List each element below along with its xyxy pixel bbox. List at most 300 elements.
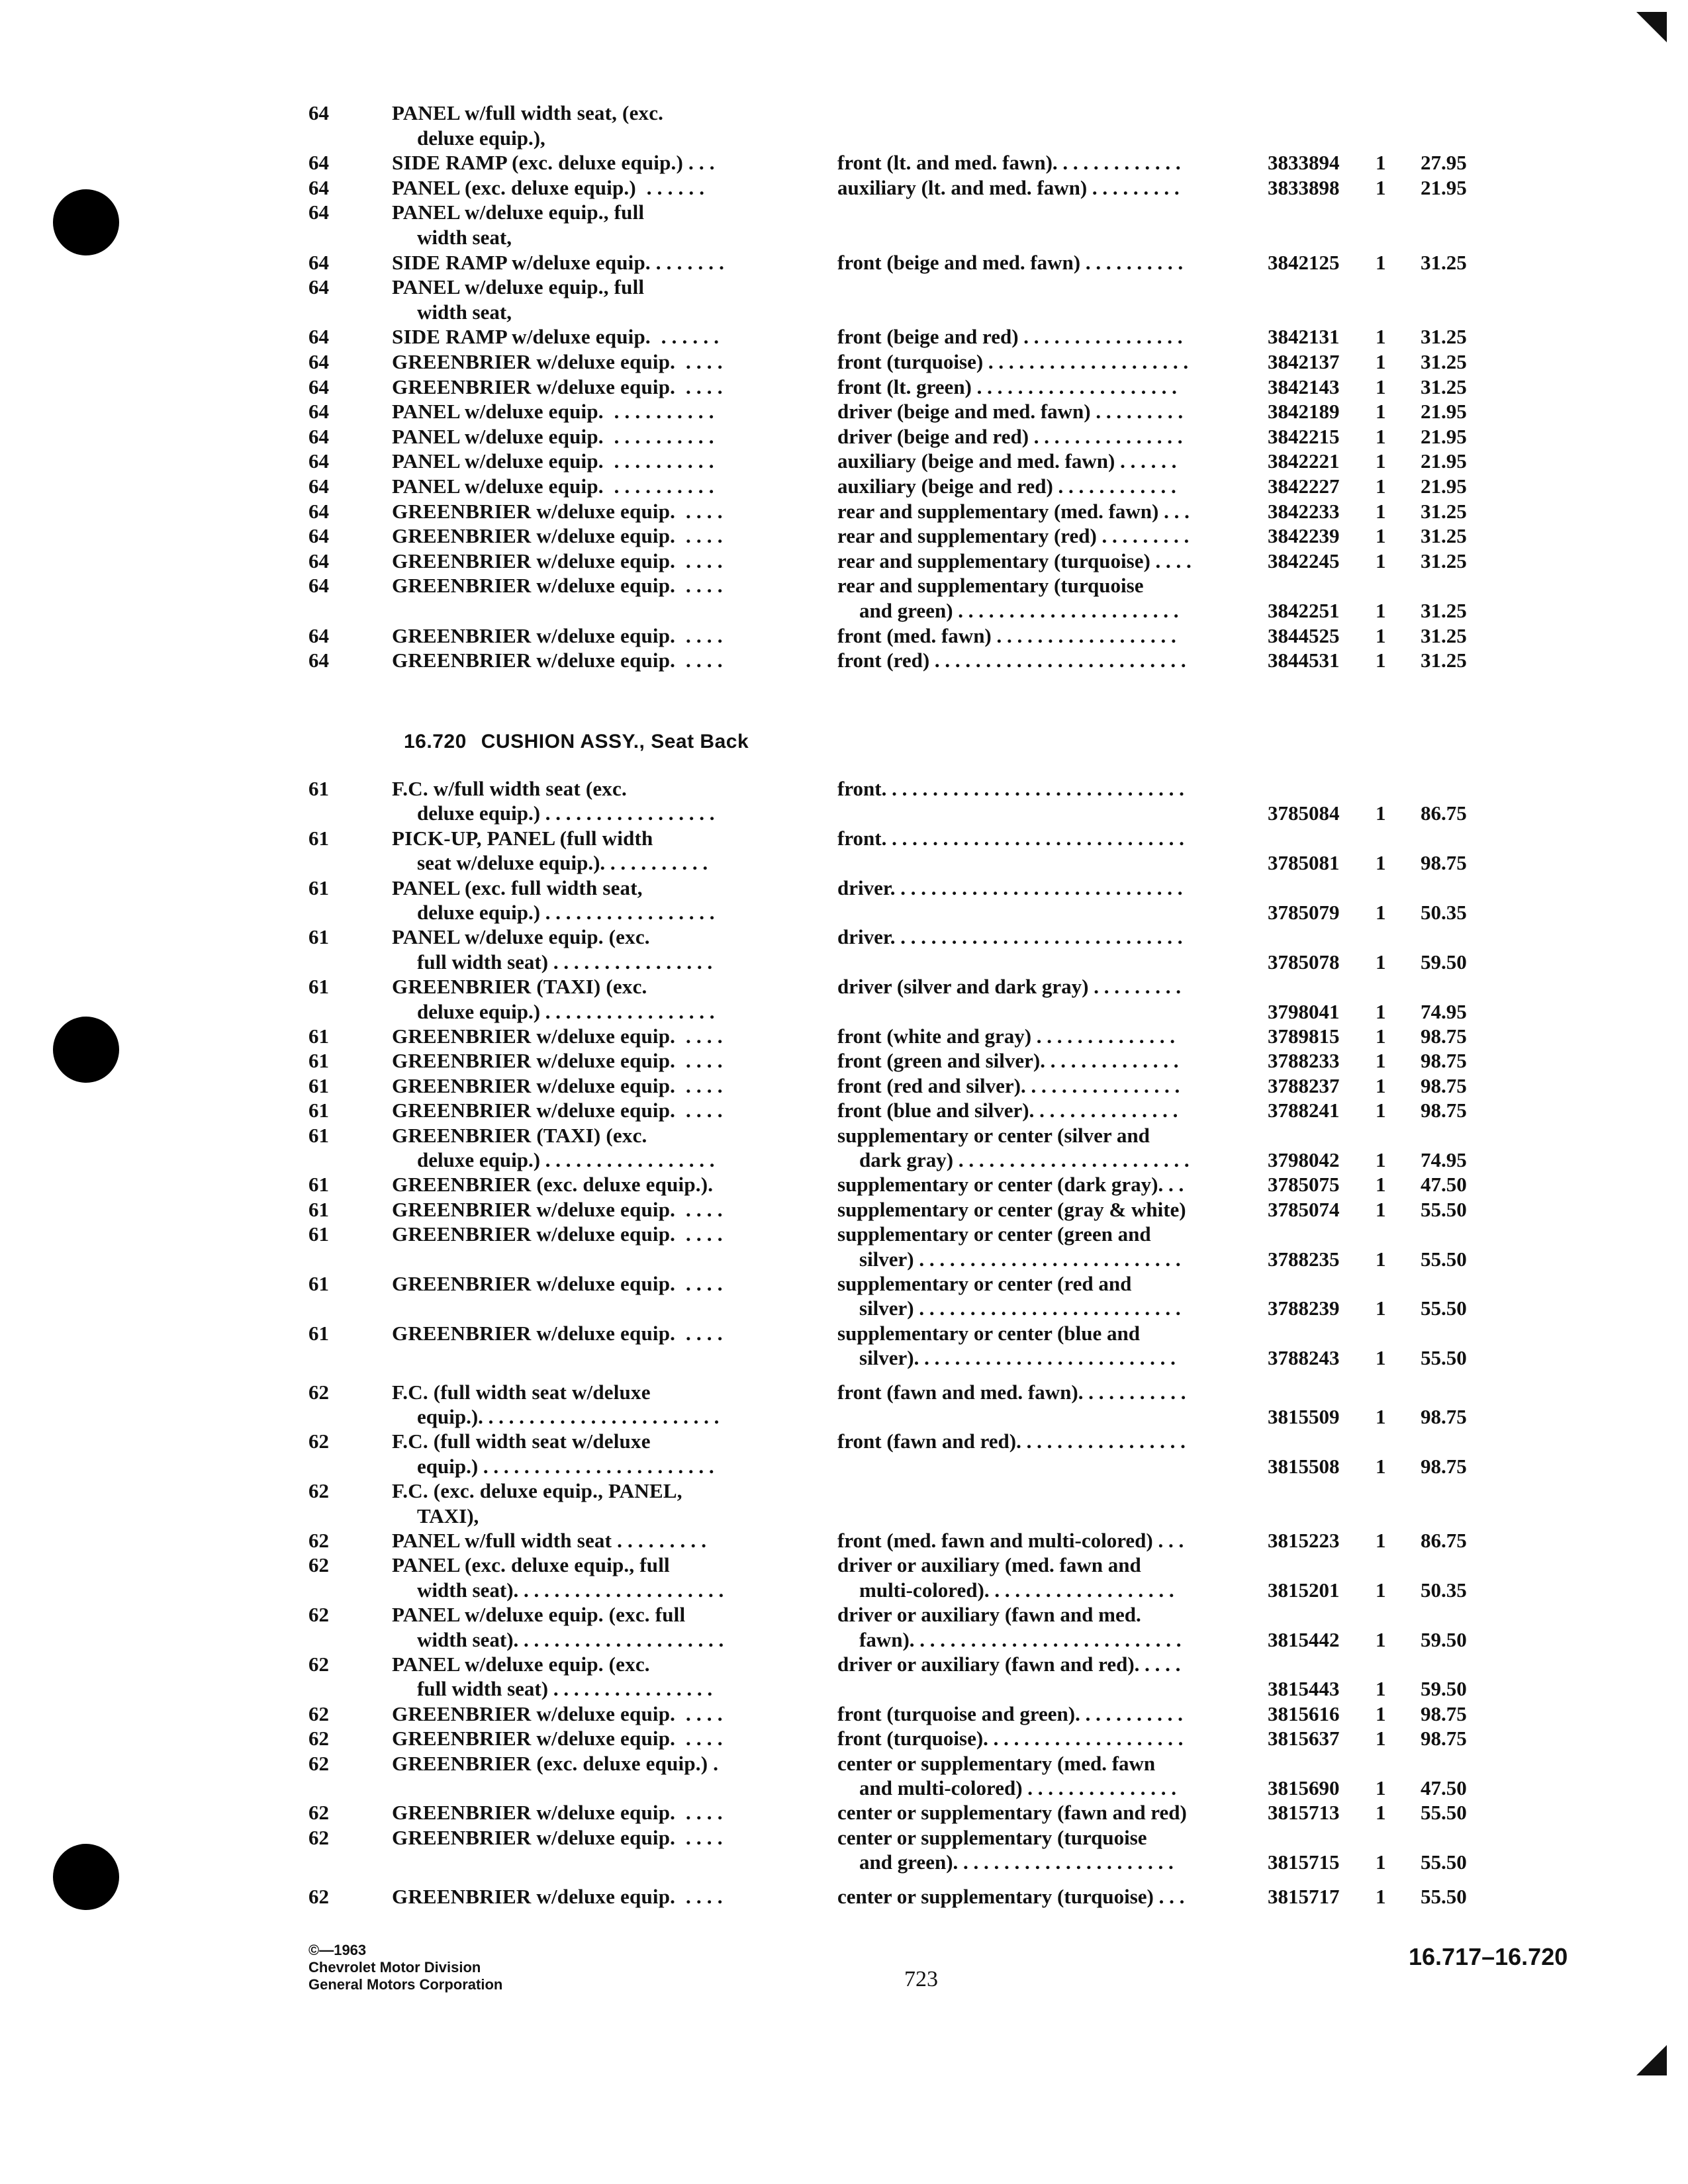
quantity: 1 bbox=[1376, 1702, 1386, 1725]
section-heading bbox=[404, 731, 749, 753]
quantity: 1 bbox=[1376, 350, 1386, 373]
part-description: auxiliary (beige and red) . . . . . . . . . . . . bbox=[837, 475, 1176, 498]
price: 31.25 bbox=[1421, 623, 1467, 647]
part-description: supplementary or center (blue and bbox=[837, 1321, 1140, 1345]
quantity: 1 bbox=[1376, 250, 1386, 274]
model-year: 61 bbox=[308, 1222, 329, 1246]
part-description: dark gray) . . . . . . . . . . . . . . . . . . . . . . . bbox=[859, 1148, 1190, 1171]
model-description: F.C. w/full width seat (exc. bbox=[392, 777, 627, 800]
model-year: 62 bbox=[308, 1702, 329, 1725]
part-description: rear and supplementary (med. fawn) . . . bbox=[837, 499, 1190, 523]
model-year: 64 bbox=[308, 400, 329, 424]
model-description: GREENBRIER w/deluxe equip. . . . . bbox=[392, 1702, 723, 1725]
price: 31.25 bbox=[1421, 649, 1467, 672]
price: 27.95 bbox=[1421, 151, 1467, 175]
price: 86.75 bbox=[1421, 801, 1467, 825]
quantity: 1 bbox=[1376, 900, 1386, 924]
part-number: 3842221 bbox=[1268, 449, 1340, 473]
price: 21.95 bbox=[1421, 400, 1467, 424]
part-number: 3785078 bbox=[1268, 950, 1340, 974]
quantity: 1 bbox=[1376, 325, 1386, 349]
model-description: seat w/deluxe equip.). . . . . . . . . . . bbox=[417, 851, 708, 875]
price: 55.50 bbox=[1421, 1197, 1467, 1221]
part-description: front (green and silver). . . . . . . . . . . . . . bbox=[837, 1049, 1179, 1073]
price: 55.50 bbox=[1421, 1801, 1467, 1825]
model-description: GREENBRIER w/deluxe equip. . . . . bbox=[392, 1073, 723, 1097]
part-description: front (red) . . . . . . . . . . . . . . . . . . . . . . . . . bbox=[837, 649, 1186, 672]
model-description: GREENBRIER w/deluxe equip. . . . . bbox=[392, 1727, 723, 1751]
corner-crop-mark bbox=[1636, 2045, 1667, 2075]
part-number: 3788237 bbox=[1268, 1073, 1340, 1097]
model-description: GREENBRIER w/deluxe equip. . . . . bbox=[392, 1825, 723, 1849]
price: 47.50 bbox=[1421, 1776, 1467, 1799]
model-year: 64 bbox=[308, 475, 329, 498]
model-description: F.C. (full width seat w/deluxe bbox=[392, 1380, 651, 1404]
model-description: GREENBRIER (TAXI) (exc. bbox=[392, 975, 647, 999]
quantity: 1 bbox=[1376, 375, 1386, 398]
part-number: 3785075 bbox=[1268, 1173, 1340, 1197]
part-number: 3798041 bbox=[1268, 999, 1340, 1023]
model-year: 61 bbox=[308, 1321, 329, 1345]
quantity: 1 bbox=[1376, 1627, 1386, 1651]
quantity: 1 bbox=[1376, 400, 1386, 424]
price: 47.50 bbox=[1421, 1173, 1467, 1197]
price: 31.25 bbox=[1421, 325, 1467, 349]
quantity: 1 bbox=[1376, 1884, 1386, 1908]
model-description: PANEL (exc. deluxe equip., full bbox=[392, 1553, 670, 1577]
part-description: and multi-colored) . . . . . . . . . . . . . . . bbox=[859, 1776, 1177, 1799]
part-description: front (white and gray) . . . . . . . . . . . . . . bbox=[837, 1024, 1176, 1048]
part-description: silver). . . . . . . . . . . . . . . . . . . . . . . . . . bbox=[859, 1346, 1176, 1370]
price: 31.25 bbox=[1421, 524, 1467, 548]
part-description: and green). . . . . . . . . . . . . . . . . . . . . . bbox=[859, 1850, 1174, 1874]
part-description: and green) . . . . . . . . . . . . . . . . . . . . . . bbox=[859, 598, 1179, 622]
copyright-block bbox=[308, 1942, 502, 1993]
model-description: GREENBRIER w/deluxe equip. . . . . bbox=[392, 1321, 723, 1345]
quantity: 1 bbox=[1376, 623, 1386, 647]
price: 55.50 bbox=[1421, 1850, 1467, 1874]
model-year: 64 bbox=[308, 499, 329, 523]
price: 31.25 bbox=[1421, 250, 1467, 274]
model-year: 64 bbox=[308, 424, 329, 448]
part-number: 3788243 bbox=[1268, 1346, 1340, 1370]
model-description: width seat, bbox=[417, 300, 512, 324]
part-number: 3815201 bbox=[1268, 1578, 1340, 1602]
part-description: multi-colored). . . . . . . . . . . . . . . . . . . bbox=[859, 1578, 1174, 1602]
model-description: GREENBRIER (exc. deluxe equip.). bbox=[392, 1173, 714, 1197]
model-description: GREENBRIER w/deluxe equip. . . . . bbox=[392, 623, 723, 647]
model-year: 61 bbox=[308, 876, 329, 899]
quantity: 1 bbox=[1376, 1677, 1386, 1701]
part-description: center or supplementary (med. fawn bbox=[837, 1751, 1156, 1775]
punch-hole bbox=[53, 1844, 119, 1910]
quantity: 1 bbox=[1376, 1850, 1386, 1874]
model-year: 64 bbox=[308, 524, 329, 548]
part-number: 3785084 bbox=[1268, 801, 1340, 825]
part-description: front (turquoise). . . . . . . . . . . . . . . . . . . . bbox=[837, 1727, 1184, 1751]
model-description: full width seat) . . . . . . . . . . . . . . . . bbox=[417, 950, 713, 974]
quantity: 1 bbox=[1376, 1776, 1386, 1799]
model-description: GREENBRIER w/deluxe equip. . . . . bbox=[392, 1049, 723, 1073]
part-description: front (fawn and med. fawn). . . . . . . . . . . bbox=[837, 1380, 1186, 1404]
part-description: center or supplementary (turquoise bbox=[837, 1825, 1147, 1849]
part-description: front. . . . . . . . . . . . . . . . . . . . . . . . . . . . . . bbox=[837, 777, 1184, 800]
part-number: 3815509 bbox=[1268, 1404, 1340, 1428]
price: 21.95 bbox=[1421, 424, 1467, 448]
model-description: deluxe equip.) . . . . . . . . . . . . . . . . . bbox=[417, 1148, 715, 1171]
quantity: 1 bbox=[1376, 999, 1386, 1023]
part-number: 3789815 bbox=[1268, 1024, 1340, 1048]
price: 98.75 bbox=[1421, 1024, 1467, 1048]
price: 31.25 bbox=[1421, 549, 1467, 572]
quantity: 1 bbox=[1376, 851, 1386, 875]
part-description: silver) . . . . . . . . . . . . . . . . . . . . . . . . . . bbox=[859, 1297, 1181, 1320]
part-description: rear and supplementary (turquoise) . . . . bbox=[837, 549, 1192, 572]
part-description: auxiliary (beige and med. fawn) . . . . . . bbox=[837, 449, 1177, 473]
model-year: 64 bbox=[308, 275, 329, 299]
part-number: 3842143 bbox=[1268, 375, 1340, 398]
model-year: 64 bbox=[308, 375, 329, 398]
model-description: PANEL w/full width seat . . . . . . . . . bbox=[392, 1529, 707, 1552]
part-description: auxiliary (lt. and med. fawn) . . . . . . . . . bbox=[837, 175, 1180, 199]
part-description: front (turquoise) . . . . . . . . . . . . . . . . . . . . bbox=[837, 350, 1189, 373]
model-description: GREENBRIER w/deluxe equip. . . . . bbox=[392, 1884, 723, 1908]
model-description: PANEL w/deluxe equip., full bbox=[392, 275, 645, 299]
price: 59.50 bbox=[1421, 1627, 1467, 1651]
quantity: 1 bbox=[1376, 449, 1386, 473]
quantity: 1 bbox=[1376, 1099, 1386, 1122]
model-description: GREENBRIER w/deluxe equip. . . . . bbox=[392, 1272, 723, 1295]
part-description: supplementary or center (red and bbox=[837, 1272, 1132, 1295]
price: 86.75 bbox=[1421, 1529, 1467, 1552]
model-description: deluxe equip.) . . . . . . . . . . . . . . . . . bbox=[417, 900, 715, 924]
part-number: 3798042 bbox=[1268, 1148, 1340, 1171]
model-description: deluxe equip.), bbox=[417, 126, 545, 150]
model-description: PANEL w/deluxe equip. . . . . . . . . . . bbox=[392, 400, 714, 424]
price: 98.75 bbox=[1421, 851, 1467, 875]
part-description: front (beige and red) . . . . . . . . . . . . . . . . bbox=[837, 325, 1183, 349]
part-number: 3785079 bbox=[1268, 900, 1340, 924]
quantity: 1 bbox=[1376, 649, 1386, 672]
model-description: PANEL w/deluxe equip. . . . . . . . . . . bbox=[392, 475, 714, 498]
price: 74.95 bbox=[1421, 1148, 1467, 1171]
quantity: 1 bbox=[1376, 1024, 1386, 1048]
price: 31.25 bbox=[1421, 350, 1467, 373]
price: 59.50 bbox=[1421, 950, 1467, 974]
section-range: 16.717–16.720 bbox=[1409, 1943, 1568, 1970]
price: 98.75 bbox=[1421, 1454, 1467, 1478]
quantity: 1 bbox=[1376, 1247, 1386, 1271]
part-number: 3815690 bbox=[1268, 1776, 1340, 1799]
model-description: width seat). . . . . . . . . . . . . . . . . . . . . bbox=[417, 1627, 724, 1651]
punch-hole bbox=[53, 189, 119, 255]
section-title: CUSHION ASSY., Seat Back bbox=[481, 731, 749, 752]
model-description: SIDE RAMP w/deluxe equip. . . . . . . bbox=[392, 325, 720, 349]
part-description: supplementary or center (silver and bbox=[837, 1123, 1150, 1147]
part-description: supplementary or center (gray & white) bbox=[837, 1197, 1186, 1221]
price: 55.50 bbox=[1421, 1884, 1467, 1908]
model-year: 61 bbox=[308, 1073, 329, 1097]
model-description: equip.). . . . . . . . . . . . . . . . . . . . . . . . bbox=[417, 1404, 720, 1428]
price: 50.35 bbox=[1421, 900, 1467, 924]
part-number: 3815713 bbox=[1268, 1801, 1340, 1825]
model-description: GREENBRIER w/deluxe equip. . . . . bbox=[392, 375, 723, 398]
part-number: 3788233 bbox=[1268, 1049, 1340, 1073]
model-year: 61 bbox=[308, 925, 329, 949]
model-description: GREENBRIER w/deluxe equip. . . . . bbox=[392, 1222, 723, 1246]
model-year: 61 bbox=[308, 826, 329, 850]
model-year: 62 bbox=[308, 1529, 329, 1552]
model-description: SIDE RAMP w/deluxe equip. . . . . . . . bbox=[392, 250, 725, 274]
quantity: 1 bbox=[1376, 1346, 1386, 1370]
model-year: 62 bbox=[308, 1380, 329, 1404]
part-description: front (lt. and med. fawn). . . . . . . . . . . . . bbox=[837, 151, 1181, 175]
price: 55.50 bbox=[1421, 1297, 1467, 1320]
part-description: driver or auxiliary (fawn and red). . . . . bbox=[837, 1653, 1181, 1676]
quantity: 1 bbox=[1376, 1297, 1386, 1320]
model-year: 61 bbox=[308, 1197, 329, 1221]
model-description: deluxe equip.) . . . . . . . . . . . . . . . . . bbox=[417, 801, 715, 825]
model-description: PANEL (exc. deluxe equip.) . . . . . . bbox=[392, 175, 705, 199]
part-description: driver or auxiliary (fawn and med. bbox=[837, 1603, 1141, 1627]
quantity: 1 bbox=[1376, 1727, 1386, 1751]
part-number: 3844525 bbox=[1268, 623, 1340, 647]
model-year: 64 bbox=[308, 250, 329, 274]
model-year: 62 bbox=[308, 1825, 329, 1849]
model-description: GREENBRIER w/deluxe equip. . . . . bbox=[392, 574, 723, 598]
part-description: front (turquoise and green). . . . . . . . . . . bbox=[837, 1702, 1183, 1725]
part-number: 3788239 bbox=[1268, 1297, 1340, 1320]
quantity: 1 bbox=[1376, 151, 1386, 175]
quantity: 1 bbox=[1376, 1173, 1386, 1197]
model-description: GREENBRIER (TAXI) (exc. bbox=[392, 1123, 647, 1147]
part-description: driver (beige and red) . . . . . . . . . . . . . . . bbox=[837, 424, 1183, 448]
model-description: PANEL w/deluxe equip. (exc. full bbox=[392, 1603, 686, 1627]
quantity: 1 bbox=[1376, 1801, 1386, 1825]
part-number: 3788241 bbox=[1268, 1099, 1340, 1122]
quantity: 1 bbox=[1376, 1197, 1386, 1221]
part-description: fawn). . . . . . . . . . . . . . . . . . . . . . . . . . . bbox=[859, 1627, 1182, 1651]
model-description: equip.) . . . . . . . . . . . . . . . . . . . . . . . bbox=[417, 1454, 714, 1478]
price: 98.75 bbox=[1421, 1073, 1467, 1097]
model-description: width seat). . . . . . . . . . . . . . . . . . . . . bbox=[417, 1578, 724, 1602]
model-year: 61 bbox=[308, 975, 329, 999]
part-number: 3785081 bbox=[1268, 851, 1340, 875]
part-number: 3842131 bbox=[1268, 325, 1340, 349]
model-description: GREENBRIER w/deluxe equip. . . . . bbox=[392, 1197, 723, 1221]
quantity: 1 bbox=[1376, 1578, 1386, 1602]
price: 59.50 bbox=[1421, 1677, 1467, 1701]
part-number: 3815717 bbox=[1268, 1884, 1340, 1908]
model-year: 64 bbox=[308, 201, 329, 224]
price: 55.50 bbox=[1421, 1247, 1467, 1271]
model-year: 64 bbox=[308, 549, 329, 572]
model-description: PANEL w/deluxe equip. . . . . . . . . . . bbox=[392, 449, 714, 473]
model-year: 62 bbox=[308, 1653, 329, 1676]
model-description: full width seat) . . . . . . . . . . . . . . . . bbox=[417, 1677, 713, 1701]
part-number: 3842239 bbox=[1268, 524, 1340, 548]
model-description: GREENBRIER w/deluxe equip. . . . . bbox=[392, 1801, 723, 1825]
model-year: 64 bbox=[308, 101, 329, 124]
model-description: SIDE RAMP (exc. deluxe equip.) . . . bbox=[392, 151, 715, 175]
quantity: 1 bbox=[1376, 475, 1386, 498]
part-number: 3815442 bbox=[1268, 1627, 1340, 1651]
part-description: front (beige and med. fawn) . . . . . . . . . . bbox=[837, 250, 1184, 274]
model-year: 62 bbox=[308, 1430, 329, 1453]
model-year: 64 bbox=[308, 350, 329, 373]
model-year: 61 bbox=[308, 1099, 329, 1122]
part-number: 3815508 bbox=[1268, 1454, 1340, 1478]
price: 98.75 bbox=[1421, 1404, 1467, 1428]
price: 98.75 bbox=[1421, 1727, 1467, 1751]
punch-hole bbox=[53, 1017, 119, 1083]
model-description: GREENBRIER w/deluxe equip. . . . . bbox=[392, 1024, 723, 1048]
model-year: 64 bbox=[308, 574, 329, 598]
model-description: GREENBRIER w/deluxe equip. . . . . bbox=[392, 1099, 723, 1122]
part-number: 3833898 bbox=[1268, 175, 1340, 199]
quantity: 1 bbox=[1376, 1529, 1386, 1552]
model-year: 61 bbox=[308, 1272, 329, 1295]
part-description: center or supplementary (fawn and red) bbox=[837, 1801, 1187, 1825]
copyright-line: Chevrolet Motor Division bbox=[308, 1959, 481, 1976]
quantity: 1 bbox=[1376, 1454, 1386, 1478]
part-description: silver) . . . . . . . . . . . . . . . . . . . . . . . . . . bbox=[859, 1247, 1181, 1271]
part-number: 3842189 bbox=[1268, 400, 1340, 424]
copyright-line: ©—1963 bbox=[308, 1942, 367, 1958]
part-number: 3815443 bbox=[1268, 1677, 1340, 1701]
part-number: 3815223 bbox=[1268, 1529, 1340, 1552]
part-description: supplementary or center (green and bbox=[837, 1222, 1151, 1246]
part-number: 3842227 bbox=[1268, 475, 1340, 498]
model-year: 61 bbox=[308, 1123, 329, 1147]
model-description: GREENBRIER w/deluxe equip. . . . . bbox=[392, 350, 723, 373]
model-description: PICK-UP, PANEL (full width bbox=[392, 826, 653, 850]
part-number: 3815715 bbox=[1268, 1850, 1340, 1874]
part-number: 3842137 bbox=[1268, 350, 1340, 373]
part-description: front (med. fawn) . . . . . . . . . . . . . . . . . . bbox=[837, 623, 1176, 647]
quantity: 1 bbox=[1376, 549, 1386, 572]
model-description: PANEL w/deluxe equip. (exc. bbox=[392, 925, 650, 949]
part-description: front (lt. green) . . . . . . . . . . . . . . . . . . . . bbox=[837, 375, 1177, 398]
part-number: 3842233 bbox=[1268, 499, 1340, 523]
price: 98.75 bbox=[1421, 1049, 1467, 1073]
model-year: 64 bbox=[308, 151, 329, 175]
part-description: front (red and silver). . . . . . . . . . . . . . . . bbox=[837, 1073, 1180, 1097]
part-number: 3815616 bbox=[1268, 1702, 1340, 1725]
model-year: 62 bbox=[308, 1479, 329, 1503]
quantity: 1 bbox=[1376, 598, 1386, 622]
part-description: supplementary or center (dark gray). . . bbox=[837, 1173, 1184, 1197]
model-description: PANEL w/deluxe equip. (exc. bbox=[392, 1653, 650, 1676]
model-description: F.C. (full width seat w/deluxe bbox=[392, 1430, 651, 1453]
price: 31.25 bbox=[1421, 499, 1467, 523]
quantity: 1 bbox=[1376, 950, 1386, 974]
quantity: 1 bbox=[1376, 801, 1386, 825]
model-description: PANEL (exc. full width seat, bbox=[392, 876, 643, 899]
part-number: 3785074 bbox=[1268, 1197, 1340, 1221]
quantity: 1 bbox=[1376, 524, 1386, 548]
quantity: 1 bbox=[1376, 424, 1386, 448]
section-number: 16.720 bbox=[404, 731, 467, 752]
price: 98.75 bbox=[1421, 1702, 1467, 1725]
part-description: driver. . . . . . . . . . . . . . . . . . . . . . . . . . . . . bbox=[837, 876, 1183, 899]
part-number: 3833894 bbox=[1268, 151, 1340, 175]
quantity: 1 bbox=[1376, 1049, 1386, 1073]
page-number: 723 bbox=[904, 1967, 938, 1991]
model-year: 64 bbox=[308, 175, 329, 199]
part-number: 3815637 bbox=[1268, 1727, 1340, 1751]
model-description: width seat, bbox=[417, 225, 512, 249]
model-description: GREENBRIER w/deluxe equip. . . . . bbox=[392, 549, 723, 572]
price: 31.25 bbox=[1421, 375, 1467, 398]
model-description: TAXI), bbox=[417, 1504, 479, 1527]
model-year: 64 bbox=[308, 623, 329, 647]
quantity: 1 bbox=[1376, 1073, 1386, 1097]
price: 31.25 bbox=[1421, 598, 1467, 622]
price: 98.75 bbox=[1421, 1099, 1467, 1122]
model-description: PANEL w/deluxe equip. . . . . . . . . . . bbox=[392, 424, 714, 448]
part-description: front. . . . . . . . . . . . . . . . . . . . . . . . . . . . . . bbox=[837, 826, 1184, 850]
part-description: front (blue and silver). . . . . . . . . . . . . . . bbox=[837, 1099, 1178, 1122]
price: 50.35 bbox=[1421, 1578, 1467, 1602]
model-year: 62 bbox=[308, 1751, 329, 1775]
price: 55.50 bbox=[1421, 1346, 1467, 1370]
part-description: rear and supplementary (red) . . . . . . . . . bbox=[837, 524, 1190, 548]
corner-crop-mark bbox=[1636, 12, 1667, 42]
price: 21.95 bbox=[1421, 175, 1467, 199]
quantity: 1 bbox=[1376, 1148, 1386, 1171]
model-year: 62 bbox=[308, 1727, 329, 1751]
part-number: 3842245 bbox=[1268, 549, 1340, 572]
copyright-line: General Motors Corporation bbox=[308, 1976, 503, 1993]
part-description: front (fawn and red). . . . . . . . . . . . . . . . . bbox=[837, 1430, 1186, 1453]
part-description: driver or auxiliary (med. fawn and bbox=[837, 1553, 1141, 1577]
price: 74.95 bbox=[1421, 999, 1467, 1023]
quantity: 1 bbox=[1376, 499, 1386, 523]
part-number: 3844531 bbox=[1268, 649, 1340, 672]
quantity: 1 bbox=[1376, 1404, 1386, 1428]
price: 21.95 bbox=[1421, 475, 1467, 498]
model-year: 64 bbox=[308, 649, 329, 672]
part-description: center or supplementary (turquoise) . . . bbox=[837, 1884, 1185, 1908]
model-description: PANEL w/full width seat, (exc. bbox=[392, 101, 664, 124]
model-description: GREENBRIER (exc. deluxe equip.) . bbox=[392, 1751, 719, 1775]
part-description: driver (beige and med. fawn) . . . . . . . . . bbox=[837, 400, 1184, 424]
model-year: 61 bbox=[308, 1173, 329, 1197]
part-number: 3842251 bbox=[1268, 598, 1340, 622]
model-description: GREENBRIER w/deluxe equip. . . . . bbox=[392, 649, 723, 672]
model-year: 64 bbox=[308, 325, 329, 349]
model-year: 62 bbox=[308, 1603, 329, 1627]
part-number: 3788235 bbox=[1268, 1247, 1340, 1271]
part-description: front (med. fawn and multi-colored) . . . bbox=[837, 1529, 1184, 1552]
model-description: PANEL w/deluxe equip., full bbox=[392, 201, 645, 224]
model-year: 62 bbox=[308, 1801, 329, 1825]
model-year: 61 bbox=[308, 777, 329, 800]
quantity: 1 bbox=[1376, 175, 1386, 199]
model-description: GREENBRIER w/deluxe equip. . . . . bbox=[392, 499, 723, 523]
model-year: 61 bbox=[308, 1024, 329, 1048]
model-description: GREENBRIER w/deluxe equip. . . . . bbox=[392, 524, 723, 548]
model-year: 64 bbox=[308, 449, 329, 473]
model-year: 61 bbox=[308, 1049, 329, 1073]
part-description: driver (silver and dark gray) . . . . . . . . . bbox=[837, 975, 1181, 999]
part-number: 3842125 bbox=[1268, 250, 1340, 274]
part-description: driver. . . . . . . . . . . . . . . . . . . . . . . . . . . . . bbox=[837, 925, 1183, 949]
model-description: deluxe equip.) . . . . . . . . . . . . . . . . . bbox=[417, 999, 715, 1023]
part-number: 3842215 bbox=[1268, 424, 1340, 448]
model-year: 62 bbox=[308, 1884, 329, 1908]
